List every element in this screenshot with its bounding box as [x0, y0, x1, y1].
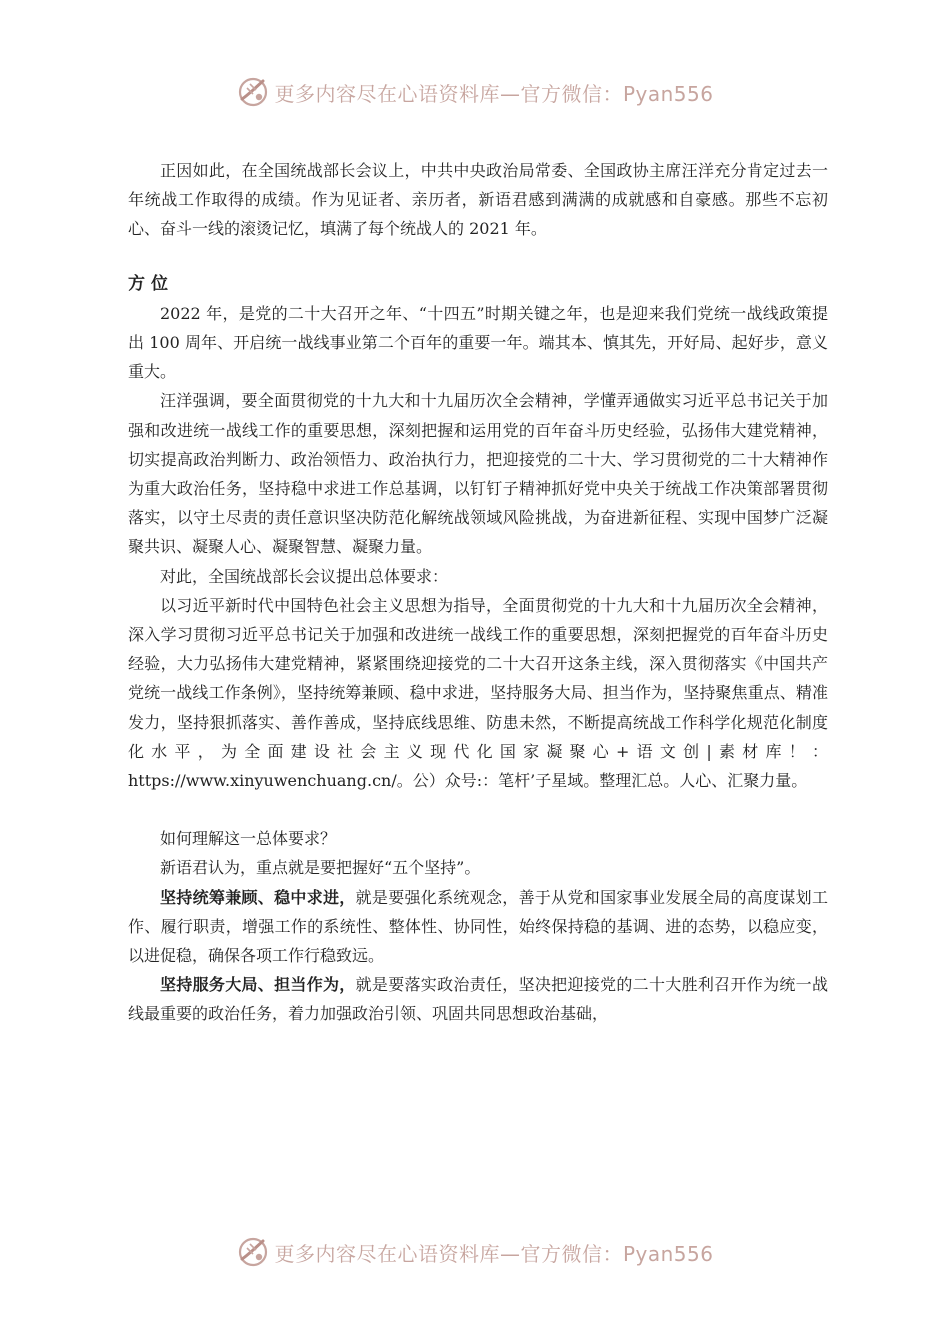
header-watermark-banner [0, 72, 950, 112]
paragraph-5: 以习近平新时代中国特色社会主义思想为指导，全面贯彻党的十九大和十九届历次全会精神，深入学习贯彻习近平总书记关于加强和改进统一战线工作的重要思想，深刻把握党的百年奋斗历史经验，大力弘扬伟大建党精神，紧紧围绕迎接党的二十大召开这条主线，深入贯彻落实《中国共产党统一战线工作条例》，坚持统筹兼顾、稳中求进，坚持服务大局、担当作为，坚持聚焦重点、精准发力，坚持狠抓落实、善作善成，坚持底线思维、防患未然，不断提高统战工作科学化规范化制度化水平，为全面建设社会主义现代化国家凝聚心+语文创|素材库！：https://www.xinyuwenchuang.cn/。公）众号:：笔杆’子星域。整理汇总。人心、汇聚力量。 [128, 595, 828, 791]
paragraph-8-text: 就是要强化系统观念，善于从党和国家事业发展全局的高度谋划工作、履行职责，增强工作的系统性、整体性、协同性，始终保持稳的基调、进的态势，以稳应变，以进促稳，确保各项工作行稳致远。 [128, 887, 828, 966]
blank-line [128, 795, 828, 824]
paragraph-1: 正因如此，在全国统战部长会议上，中共中央政治局常委、全国政协主席汪洋充分肯定过去一年统战工作取得的成绩。作为见证者、亲历者，新语君感到满满的成就感和自豪感。那些不忘初心、奋斗一线的滚烫记忆，填满了每个统战人的 2021 年。 [128, 161, 828, 239]
quill-seal-icon [236, 75, 270, 109]
paragraph-9 [128, 970, 828, 1028]
banner-text: 更多内容尽在心语资料库—官方微信：Pyan556 [274, 81, 714, 106]
paragraph-2: 2022 年，是党的二十大召开之年、“十四五”时期关键之年，也是迎来我们党统一战线政策提出 100 周年、开启统一战线事业第二个百年的重要一年。端其本、慎其先，开好局、起好步，意义重大。 [128, 303, 828, 382]
paragraph-3: 汪洋强调，要全面贯彻党的十九大和十九届历次全会精神，学懂弄通做实习近平总书记关于加强和改进统一战线工作的重要思想，深刻把握和运用党的百年奋斗历史经验，弘扬伟大建党精神，切实提高政治判断力、政治领悟力、政治执行力，把迎接党的二十大、学习贯彻党的二十大精神作为重大政治任务，坚持稳中求进工作总基调，以钉钉子精神抓好党中央关于统战工作决策部署贯彻落实，以守土尽责的责任意识坚决防范化解统战领域风险挑战，为奋进新征程、实现中国梦广泛凝聚共识、凝聚人心、凝聚智慧、凝聚力量。 [128, 391, 828, 557]
paragraph-9-lead: 坚持服务大局、担当作为， [160, 975, 356, 995]
paragraph-8-lead: 坚持统筹兼顾、稳中求进， [160, 887, 356, 907]
document-body [128, 156, 828, 1029]
paragraph-7: 新语君认为，重点就是要把握好“五个坚持”。 [160, 858, 481, 878]
paragraph-6: 如何理解这一总体要求？ [160, 829, 337, 849]
paragraph-9-text: 就是要落实政治责任，坚决把迎接党的二十大胜利召开作为统一战线最重要的政治任务，着力加强政治引领、巩固共同思想政治基础， [128, 975, 828, 1024]
banner-text: 更多内容尽在心语资料库—官方微信：Pyan556 [274, 1241, 714, 1266]
quill-seal-icon [236, 1235, 270, 1269]
paragraph-4: 对此，全国统战部长会议提出总体要求： [160, 566, 449, 586]
section-heading: 方位 [128, 273, 174, 294]
paragraph-8 [128, 883, 828, 971]
footer-watermark-banner [0, 1232, 950, 1272]
